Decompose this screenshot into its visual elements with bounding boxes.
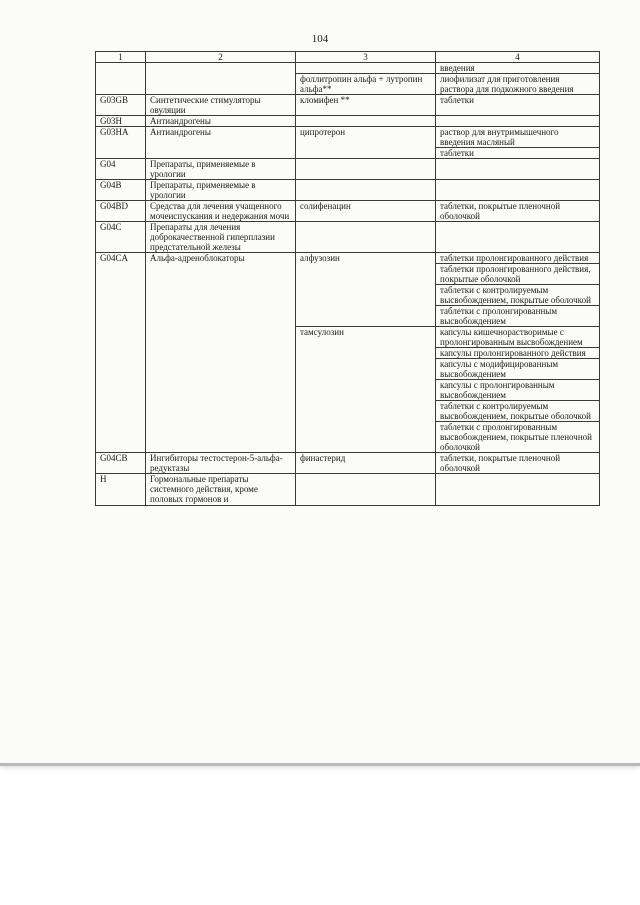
dosage-form: [436, 159, 599, 169]
atc-code-cell: G04B: [96, 180, 146, 201]
atc-code-cell: G04CA: [96, 253, 146, 453]
drug-group-cell: Средства для лечения учащенного мочеиспускания и недержания мочи: [146, 201, 296, 222]
dosage-forms-cell: [436, 253, 600, 327]
drug-name-cell: [296, 474, 436, 506]
drug-group-cell: Синтетические стимуляторы овуляции: [146, 95, 296, 116]
atc-code-cell: [96, 63, 146, 95]
dosage-forms-cell: [436, 201, 600, 222]
table-row: [96, 63, 600, 74]
atc-code-cell: G04BD: [96, 201, 146, 222]
drug-group-cell: Антиандрогены: [146, 116, 296, 127]
drug-name-cell: алфузозин: [296, 253, 436, 327]
drug-name-cell: [296, 222, 436, 253]
atc-code-cell: H: [96, 474, 146, 506]
dosage-form: таблетки пролонгированного действия: [440, 253, 589, 263]
drug-name-cell: [296, 116, 436, 127]
dosage-form: таблетки: [440, 95, 475, 105]
dosage-form: таблетки пролонгированного действия, покрытые оболочкой: [436, 263, 599, 284]
drug-group-cell: Препараты для лечения доброкачественной гиперплазии предстательной железы: [146, 222, 296, 253]
drug-group-cell: Препараты, применяемые в урологии: [146, 180, 296, 201]
table-row: [96, 95, 600, 116]
dosage-forms-cell: [436, 127, 600, 159]
column-header: 2: [146, 52, 296, 63]
dosage-forms-cell: [436, 180, 600, 201]
atc-code-cell: G04: [96, 159, 146, 180]
dosage-form: таблетки с контролируемым высвобождением, покрытые оболочкой: [436, 284, 599, 305]
dosage-forms-cell: [436, 159, 600, 180]
table-row: [96, 222, 600, 253]
dosage-form: таблетки с пролонгированным высвобождением, покрытые пленочной оболочкой: [436, 421, 599, 452]
drug-group-cell: Препараты, применяемые в урологии: [146, 159, 296, 180]
dosage-forms-cell: [436, 95, 600, 116]
dosage-forms-cell: [436, 74, 600, 95]
dosage-form: капсулы пролонгированного действия: [436, 347, 599, 358]
column-header: 4: [436, 52, 600, 63]
table-row: [96, 201, 600, 222]
table-row: [96, 180, 600, 201]
dosage-form: [436, 474, 599, 484]
dosage-form: [436, 222, 599, 232]
drug-group-cell: Ингибиторы тестостерон-5-альфа-редуктазы: [146, 453, 296, 474]
drug-name-cell: [296, 159, 436, 180]
table-row: [96, 116, 600, 127]
drug-table: [95, 51, 600, 506]
column-header: 1: [96, 52, 146, 63]
dosage-form: таблетки: [436, 147, 599, 158]
dosage-forms-cell: [436, 474, 600, 506]
drug-name-cell: тамсулозин: [296, 327, 436, 453]
dosage-form: раствор для внутримышечного введения масляный: [440, 127, 559, 147]
dosage-form: введения: [440, 63, 475, 73]
dosage-form: капсулы с модифицированным высвобождением: [436, 358, 599, 379]
dosage-form: таблетки с контролируемым высвобождением, покрытые оболочкой: [436, 400, 599, 421]
drug-group-cell: [146, 63, 296, 95]
dosage-form: лиофилизат для приготовления раствора для подкожного введения: [440, 74, 574, 94]
table-row: [96, 453, 600, 474]
atc-code-cell: G04C: [96, 222, 146, 253]
drug-name-cell: фоллитропин альфа + лутропин альфа**: [296, 74, 436, 95]
dosage-forms-cell: [436, 222, 600, 253]
drug-name-cell: ципротерон: [296, 127, 436, 159]
dosage-form: таблетки с пролонгированным высвобождением: [436, 305, 599, 326]
drug-name-cell: [296, 63, 436, 74]
atc-code-cell: G03GB: [96, 95, 146, 116]
dosage-forms-cell: [436, 327, 600, 453]
drug-group-cell: Антиандрогены: [146, 127, 296, 159]
drug-group-cell: Гормональные препараты системного действия, кроме половых гормонов и: [146, 474, 296, 506]
dosage-form: таблетки, покрытые пленочной оболочкой: [440, 453, 561, 473]
atc-code-cell: G03H: [96, 116, 146, 127]
dosage-form: таблетки, покрытые пленочной оболочкой: [440, 201, 561, 221]
table-row: [96, 474, 600, 506]
drug-name-cell: [296, 180, 436, 201]
page-number: 104: [311, 33, 329, 45]
column-header: 3: [296, 52, 436, 63]
table-row: [96, 127, 600, 159]
dosage-forms-cell: [436, 63, 600, 74]
atc-code-cell: G04CB: [96, 453, 146, 474]
table-row: [96, 159, 600, 180]
dosage-form: [436, 180, 599, 190]
table-header-row: [96, 52, 600, 63]
dosage-form: [436, 116, 599, 126]
drug-name-cell: солифенацин: [296, 201, 436, 222]
dosage-form: капсулы кишечнорастворимые с пролонгированным высвобождением: [440, 327, 583, 347]
drug-name-cell: финастерид: [296, 453, 436, 474]
dosage-forms-cell: [436, 116, 600, 127]
drug-group-cell: Альфа-адреноблокаторы: [146, 253, 296, 453]
dosage-forms-cell: [436, 453, 600, 474]
table-row: [96, 253, 600, 327]
atc-code-cell: G03HA: [96, 127, 146, 159]
dosage-form: капсулы с пролонгированным высвобождением: [436, 379, 599, 400]
drug-name-cell: кломифен **: [296, 95, 436, 116]
